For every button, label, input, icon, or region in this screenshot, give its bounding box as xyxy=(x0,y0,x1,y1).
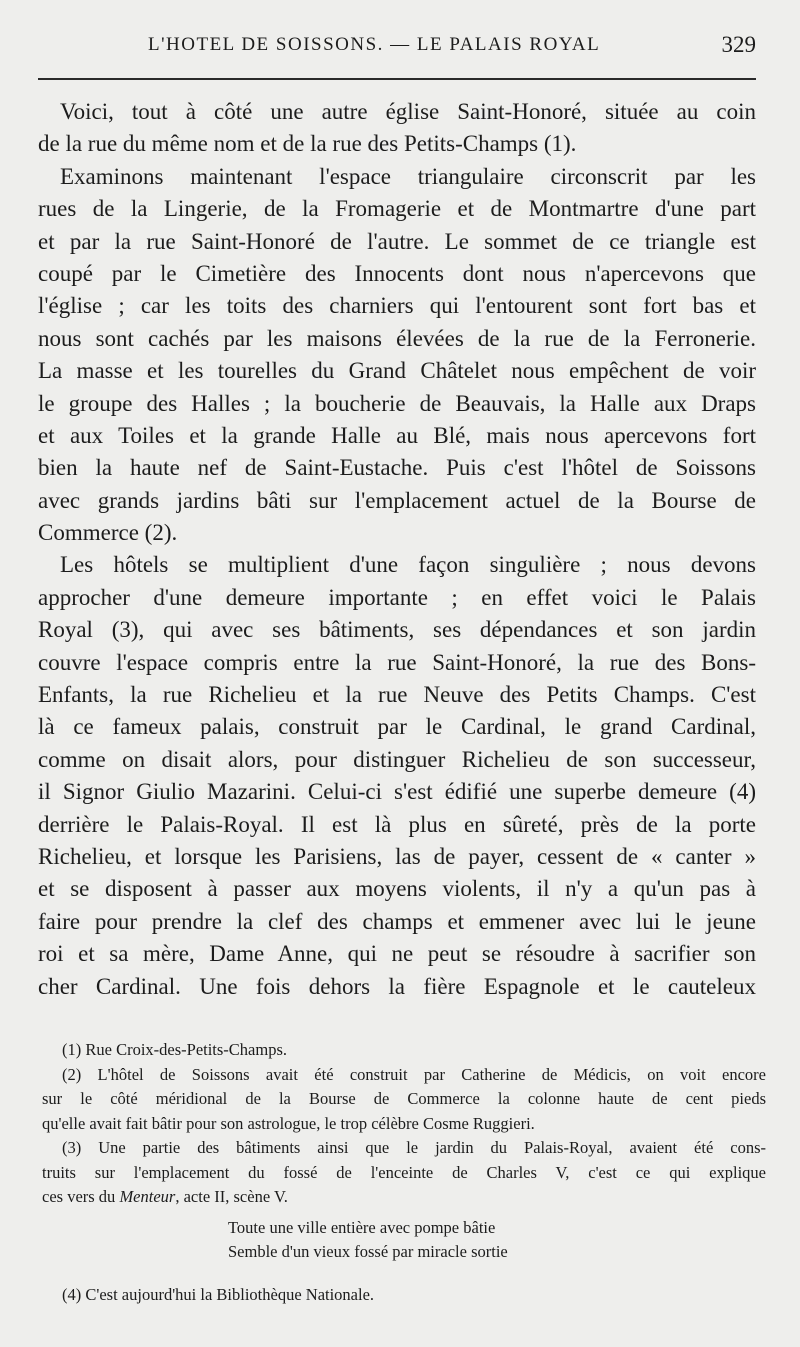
text-line: La masse et les tourelles du Grand Châtelet nous empêchent de voir xyxy=(38,358,756,384)
footnote-3-line xyxy=(42,1185,766,1210)
text-line: rues de la Lingerie, de la Fromagerie et de Montmartre d'une part xyxy=(38,196,756,222)
text-line: avec grands jardins bâti sur l'emplacement actuel de la Bourse de xyxy=(38,487,756,513)
footnote-3-text: , acte II, scène V. xyxy=(175,1187,288,1206)
verse-line: Toute une ville entière avec pompe bâtie xyxy=(228,1218,496,1237)
text-line: derrière le Palais-Royal. Il est là plus en sûreté, près de la porte xyxy=(38,811,756,837)
text-line: faire pour prendre la clef des champs et emmener avec lui le jeune xyxy=(38,908,756,934)
text-line: l'église ; car les toits des charniers qui l'entourent sont fort bas et xyxy=(38,293,756,319)
text-line: Les hôtels se multiplient d'une façon singulière ; nous devons xyxy=(60,552,756,578)
text-line: coupé par le Cimetière des Innocents dont nous n'apercevons que xyxy=(38,260,756,286)
footnotes xyxy=(42,1038,766,1210)
text-line: Enfants, la rue Richelieu et la rue Neuve des Petits Champs. C'est xyxy=(38,682,756,708)
verse-line: Semble d'un vieux fossé par miracle sortie xyxy=(228,1242,508,1261)
work-title: Menteur xyxy=(119,1187,176,1206)
footnote-2-line: qu'elle avait fait bâtir pour son astrologue, le trop célèbre Cosme Ruggieri. xyxy=(42,1113,535,1133)
main-text xyxy=(38,96,756,1003)
text-line: là ce fameux palais, construit par le Cardinal, le grand Cardinal, xyxy=(38,714,756,740)
text-line: bien la haute nef de Saint-Eustache. Puis c'est l'hôtel de Soissons xyxy=(38,455,756,481)
text-line: comme on disait alors, pour distinguer Richelieu de son successeur, xyxy=(38,746,756,772)
text-line: Voici, tout à côté une autre église Saint-Honoré, située au coin xyxy=(60,99,756,124)
footnote-3-line: (3) Une partie des bâtiments ainsi que le jardin du Palais-Royal, avaient été cons- xyxy=(62,1138,766,1157)
text-line: de la rue du même nom et de la rue des Petits-Champs (1). xyxy=(38,131,577,157)
text-line: Commerce (2). xyxy=(38,520,178,546)
text-line: approcher d'une demeure importante ; en effet voici le Palais xyxy=(38,584,756,610)
text-line: il Signor Giulio Mazarini. Celui-ci s'est édifié une superbe demeure (4) xyxy=(38,779,756,805)
text-line: couvre l'espace compris entre la rue Saint-Honoré, la rue des Bons- xyxy=(38,649,756,675)
header-rule xyxy=(38,78,756,80)
text-line: cher Cardinal. Une fois dehors la fière Espagnole et le cauteleux xyxy=(38,973,756,999)
text-line: et aux Toiles et la grande Halle au Blé, mais nous apercevons fort xyxy=(38,422,756,448)
text-line: le groupe des Halles ; la boucherie de Beauvais, la Halle aux Draps xyxy=(38,390,756,416)
footnote-2-line: sur le côté méridional de la Bourse de Commerce la colonne haute de cent pieds xyxy=(42,1089,766,1108)
text-line: Royal (3), qui avec ses bâtiments, ses dépendances et son jardin xyxy=(38,617,756,643)
footnote-1: (1) Rue Croix-des-Petits-Champs. xyxy=(62,1040,288,1059)
footnote-2-line: (2) L'hôtel de Soissons avait été construit par Catherine de Médicis, on voit encore xyxy=(62,1064,766,1084)
page-header xyxy=(38,32,756,62)
text-line: et par la rue Saint-Honoré de l'autre. Le sommet de ce triangle est xyxy=(38,228,756,254)
text-line: nous sont cachés par les maisons élevées de la rue de la Ferronerie. xyxy=(38,325,756,351)
footnote-3-text: ces vers du xyxy=(42,1187,120,1206)
text-line: Examinons maintenant l'espace triangulaire circonscrit par les xyxy=(60,163,756,189)
quoted-verse xyxy=(228,1216,508,1264)
text-line: et se disposent à passer aux moyens violents, il n'y a qu'un pas à xyxy=(38,876,756,902)
running-title: L'HOTEL DE SOISSONS. — LE PALAIS ROYAL xyxy=(148,34,601,55)
page-number: 329 xyxy=(721,32,756,57)
footnote-4: (4) C'est aujourd'hui la Bibliothèque Nationale. xyxy=(62,1285,375,1304)
text-line: roi et sa mère, Dame Anne, qui ne peut se résoudre à sacrifier son xyxy=(38,941,756,967)
text-line: Richelieu, et lorsque les Parisiens, las de payer, cessent de « canter » xyxy=(38,843,756,869)
footnote-3-line: truits sur l'emplacement du fossé de l'enceinte de Charles V, c'est ce qui explique xyxy=(42,1162,766,1182)
